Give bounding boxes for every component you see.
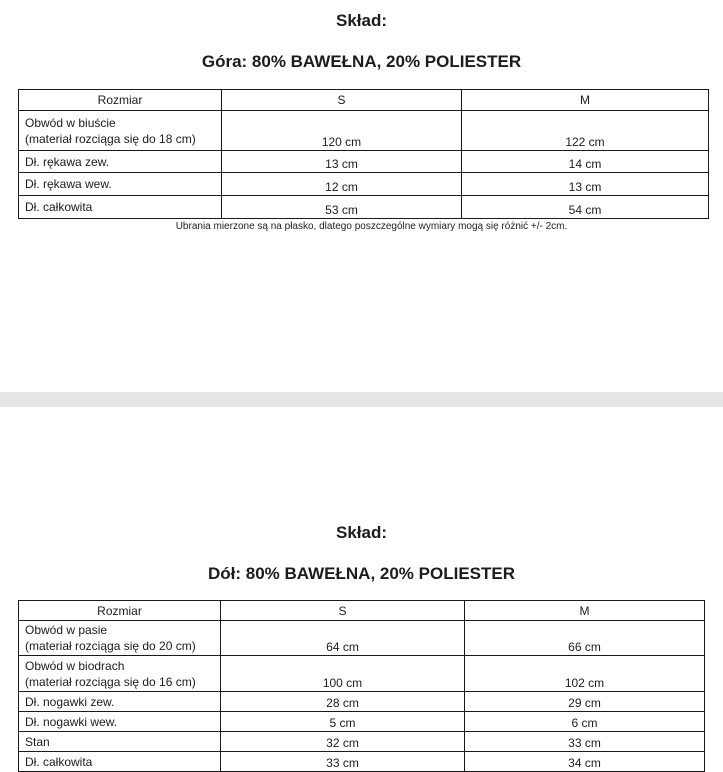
header-s: S bbox=[221, 601, 465, 621]
value-s: 13 cm bbox=[222, 151, 462, 173]
row-label: Dł. nogawki zew. bbox=[19, 692, 221, 712]
table-row bbox=[19, 656, 705, 692]
measurement-note: Ubrania mierzone są na płasko, dlatego poszczególne wymiary mogą się różnić +/- 2cm. bbox=[175, 221, 568, 232]
row-label: Dł. nogawki wew. bbox=[19, 712, 221, 732]
value-m: 122 cm bbox=[462, 111, 709, 151]
table-header-row bbox=[19, 601, 705, 621]
row-label bbox=[19, 656, 221, 692]
header-size: Rozmiar bbox=[19, 601, 221, 621]
top-title: Skład: bbox=[335, 11, 388, 30]
bottom-title: Skład: bbox=[335, 523, 388, 542]
row-label bbox=[19, 621, 221, 656]
value-m: 66 cm bbox=[465, 621, 705, 656]
value-s: 53 cm bbox=[222, 196, 462, 219]
value-s: 32 cm bbox=[221, 732, 465, 752]
value-m: 29 cm bbox=[465, 692, 705, 712]
table-row bbox=[19, 151, 709, 173]
row-label-note: (materiał rozciąga się do 18 cm) bbox=[25, 131, 196, 146]
bottom-size-table bbox=[18, 600, 705, 772]
table-row bbox=[19, 692, 705, 712]
value-m: 102 cm bbox=[465, 656, 705, 692]
panel-separator bbox=[0, 392, 723, 407]
row-label-note: (materiał rozciąga się do 16 cm) bbox=[25, 674, 196, 689]
header-m: M bbox=[465, 601, 705, 621]
value-s: 5 cm bbox=[221, 712, 465, 732]
row-label bbox=[19, 111, 222, 151]
value-s: 120 cm bbox=[222, 111, 462, 151]
table-row bbox=[19, 111, 709, 151]
header-s: S bbox=[222, 90, 462, 111]
header-size: Rozmiar bbox=[19, 90, 222, 111]
top-composition: Góra: 80% BAWEŁNA, 20% POLIESTER bbox=[201, 52, 522, 71]
row-label: Dł. całkowita bbox=[19, 752, 221, 772]
bottom-composition: Dół: 80% BAWEŁNA, 20% POLIESTER bbox=[208, 564, 515, 583]
value-m: 13 cm bbox=[462, 173, 709, 196]
table-row bbox=[19, 173, 709, 196]
table-row bbox=[19, 732, 705, 752]
row-label-main: Obwód w biodrach bbox=[25, 658, 125, 673]
row-label: Dł. rękawa wew. bbox=[19, 173, 222, 196]
row-label-main: Obwód w pasie bbox=[25, 623, 108, 637]
row-label-main: Obwód w biuście bbox=[25, 115, 116, 130]
value-m: 14 cm bbox=[462, 151, 709, 173]
value-m: 34 cm bbox=[465, 752, 705, 772]
value-s: 64 cm bbox=[221, 621, 465, 656]
value-m: 54 cm bbox=[462, 196, 709, 219]
row-label: Dł. całkowita bbox=[19, 196, 222, 219]
table-header-row bbox=[19, 90, 709, 111]
table-row bbox=[19, 712, 705, 732]
row-label: Dł. rękawa zew. bbox=[19, 151, 222, 173]
value-m: 33 cm bbox=[465, 732, 705, 752]
table-row bbox=[19, 621, 705, 656]
value-s: 28 cm bbox=[221, 692, 465, 712]
row-label: Stan bbox=[19, 732, 221, 752]
value-m: 6 cm bbox=[465, 712, 705, 732]
bottom-panel bbox=[0, 407, 723, 772]
value-s: 12 cm bbox=[222, 173, 462, 196]
table-row bbox=[19, 196, 709, 219]
value-s: 33 cm bbox=[221, 752, 465, 772]
header-m: M bbox=[462, 90, 709, 111]
value-s: 100 cm bbox=[221, 656, 465, 692]
row-label-note: (materiał rozciąga się do 20 cm) bbox=[25, 639, 196, 653]
top-size-table bbox=[18, 89, 709, 219]
table-row bbox=[19, 752, 705, 772]
